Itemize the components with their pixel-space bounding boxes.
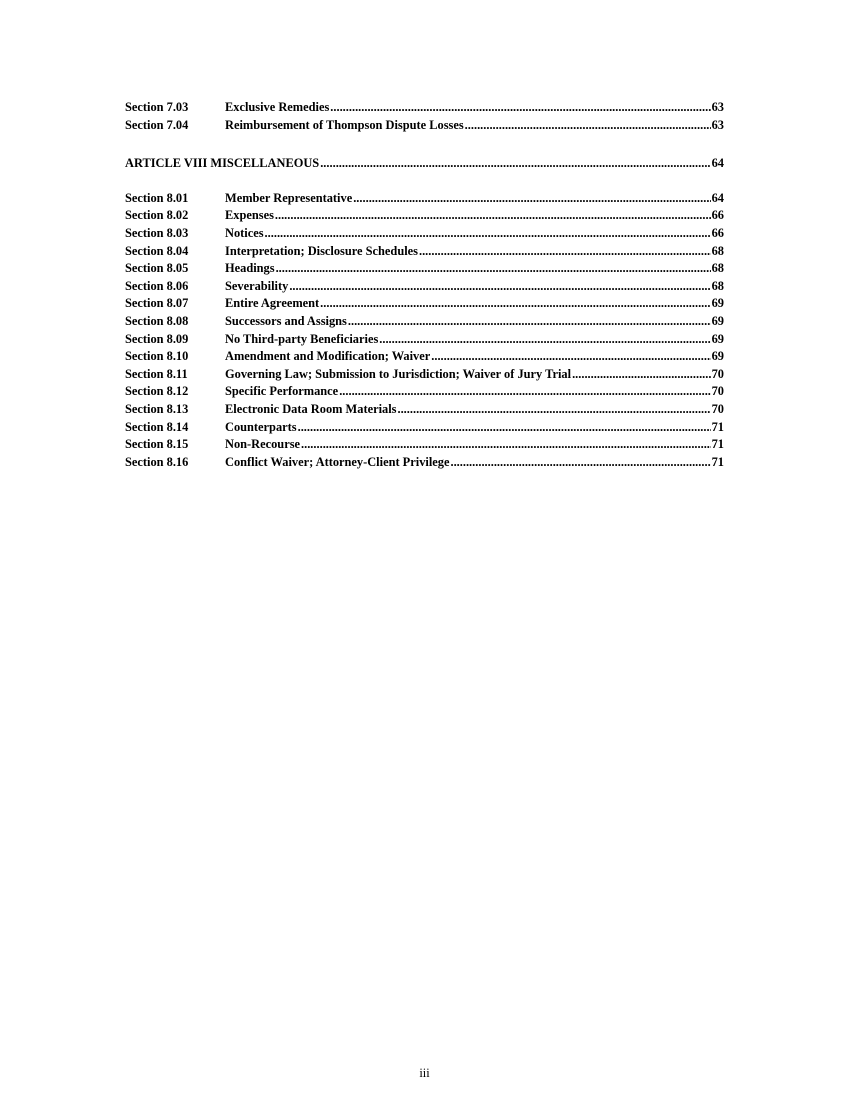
toc-entry-8-16[interactable] [125,454,724,472]
toc-entry-7-03[interactable] [125,99,724,117]
section-number: Section 8.08 [125,313,189,328]
page-number: 70 [711,384,724,399]
dot-leader [301,436,711,454]
dot-leader [353,190,710,208]
section-title: No Third-party Beneficiaries [225,331,379,346]
page-number: 71 [711,437,724,452]
toc-entry-8-07[interactable] [125,295,724,313]
section-title: Interpretation; Disclosure Schedules [225,243,418,258]
page-number: 63 [711,100,724,114]
page-number: 66 [711,208,724,223]
toc-entry-8-15[interactable] [125,436,724,454]
dot-leader [298,419,711,437]
dot-leader [379,331,710,349]
dot-leader [265,225,711,243]
toc-entry-8-02[interactable] [125,207,724,225]
toc-entry-8-12[interactable] [125,383,724,401]
page-number: 63 [711,117,724,132]
section-title: Governing Law; Submission to Jurisdiction; Waiver of Jury Trial [225,366,572,381]
dot-leader [275,207,711,225]
section-number: Section 8.13 [125,401,189,416]
section-number: Section 8.01 [125,190,189,205]
section-number: Section 8.14 [125,419,189,434]
table-of-contents [125,99,724,471]
toc-article-viii[interactable] [125,155,724,173]
toc-entry-8-08[interactable] [125,313,724,331]
page-number: 69 [711,331,724,346]
toc-entry-8-03[interactable] [125,225,724,243]
page-number: 68 [711,243,724,258]
section-number: Section 8.03 [125,225,189,240]
section-title: Entire Agreement [225,296,320,311]
page-number: 70 [711,401,724,416]
dot-leader [397,401,710,419]
section-title: Successors and Assigns [225,313,347,328]
section-number: Section 8.12 [125,384,189,399]
section-number: Section 8.05 [125,261,189,276]
toc-entry-8-06[interactable] [125,278,724,296]
page-number: 68 [711,278,724,293]
section-number: Section 8.10 [125,349,189,364]
section-number: Section 8.09 [125,331,189,346]
section-title: Notices [225,225,264,240]
section-title: Reimbursement of Thompson Dispute Losses [225,117,464,132]
page-number: 64 [711,190,724,205]
section-number: Section 8.02 [125,208,189,223]
section-title: Severability [225,278,289,293]
toc-entry-8-10[interactable] [125,348,724,366]
section-title: Non-Recourse [225,437,301,452]
dot-leader [348,313,711,331]
dot-leader [320,295,710,313]
section-number: Section 7.04 [125,117,189,132]
toc-entry-8-04[interactable] [125,243,724,261]
section-number: Section 8.11 [125,366,188,381]
page-number: 69 [711,313,724,328]
section-title: Specific Performance [225,384,339,399]
section-number: Section 8.04 [125,243,189,258]
section-number: Section 8.16 [125,454,189,469]
dot-leader [450,454,710,472]
dot-leader [339,383,710,401]
toc-entry-8-01[interactable] [125,190,724,208]
section-number: Section 7.03 [125,100,189,114]
section-title: Conflict Waiver; Attorney-Client Privilege [225,454,450,469]
page-number: 68 [711,261,724,276]
dot-leader [330,99,710,117]
page-number: 69 [711,349,724,364]
page-number: 70 [711,366,724,381]
page-footer [0,1066,849,1081]
dot-leader [419,243,711,261]
section-number: Section 8.07 [125,296,189,311]
dot-leader [572,366,711,384]
dot-leader [276,260,711,278]
section-title: Amendment and Modification; Waiver [225,349,431,364]
page-label: iii [419,1066,430,1080]
spacer [125,134,724,155]
page-number: 66 [711,225,724,240]
dot-leader [320,155,710,173]
toc-entry-8-14[interactable] [125,419,724,437]
section-title: Counterparts [225,419,297,434]
page-number: 64 [711,156,724,171]
page-number: 71 [711,419,724,434]
toc-entry-7-04[interactable] [125,117,724,135]
dot-leader [431,348,710,366]
toc-entry-8-13[interactable] [125,401,724,419]
page-number: 69 [711,296,724,311]
section-number: Section 8.06 [125,278,189,293]
spacer [125,173,724,190]
dot-leader [465,117,711,135]
page-number: 71 [711,454,724,469]
section-title: Member Representative [225,190,353,205]
toc-entry-8-05[interactable] [125,260,724,278]
section-title: Exclusive Remedies [225,100,330,114]
toc-entry-8-11[interactable] [125,366,724,384]
section-title: Headings [225,261,275,276]
section-title: Electronic Data Room Materials [225,401,397,416]
dot-leader [289,278,710,296]
section-title: Expenses [225,208,274,223]
toc-entry-8-09[interactable] [125,331,724,349]
section-number: Section 8.15 [125,437,189,452]
article-title: ARTICLE VIII MISCELLANEOUS [125,156,320,171]
